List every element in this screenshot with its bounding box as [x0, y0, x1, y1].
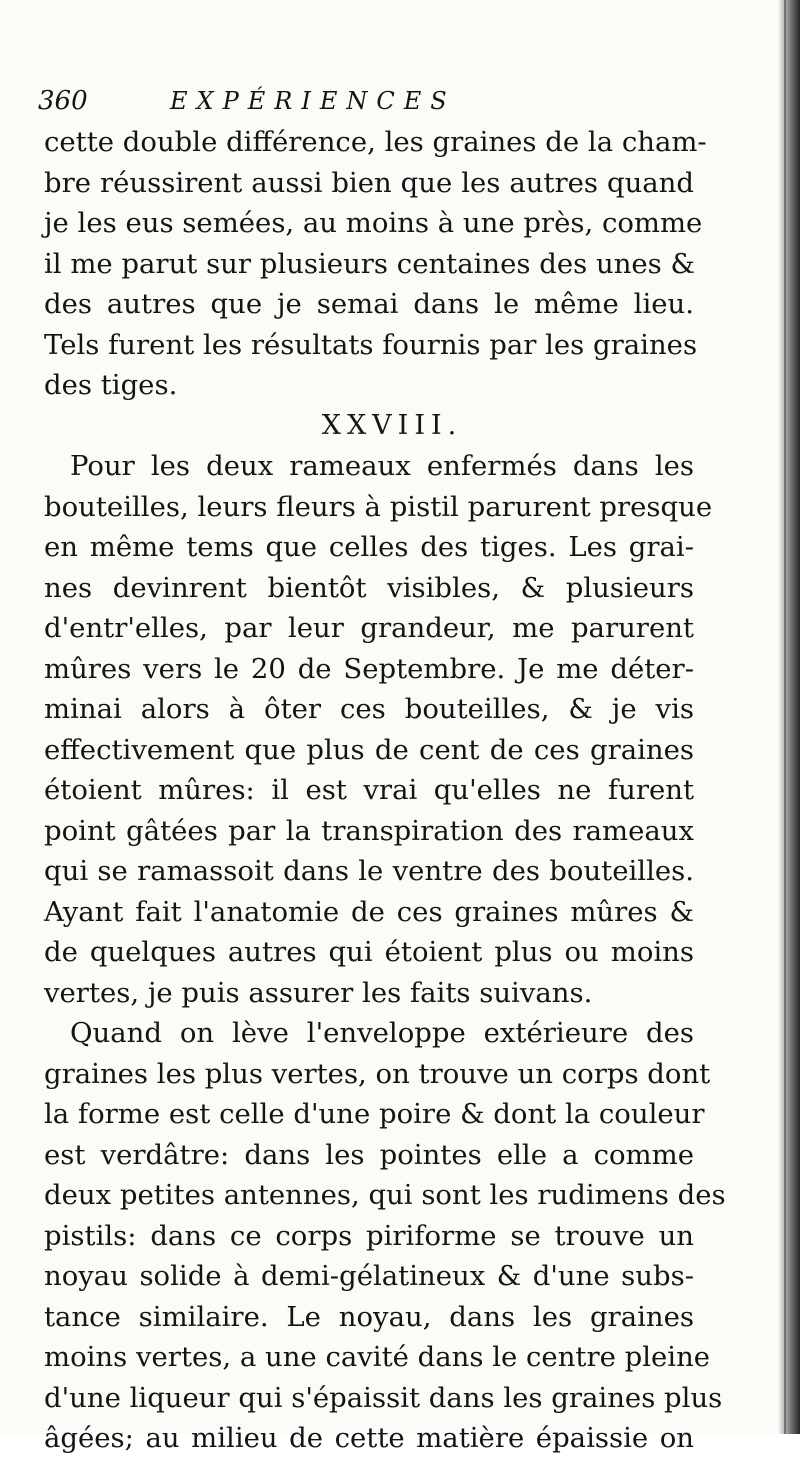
text-line: noyau solide à demi-gélatineux & d'une subs-: [44, 1260, 694, 1292]
text-line: Quand on lève l'enveloppe extérieure des: [70, 1017, 694, 1049]
text-line: graines les plus vertes, on trouve un corps dont: [44, 1057, 711, 1090]
text-line: nes devinrent bientôt visibles, & plusieurs: [44, 571, 694, 604]
text-line: pistils: dans ce corps piriforme se trouve un: [44, 1219, 694, 1252]
page-header: [38, 80, 694, 122]
text-line: il me parut sur plusieurs centaines des unes &: [44, 247, 696, 280]
text-line: Tels furent les résultats fournis par les graines: [44, 328, 698, 361]
text-line: mûres vers le 20 de Septembre. Je me déter-: [44, 652, 694, 685]
text-line: point gâtées par la transpiration des rameaux: [44, 814, 694, 847]
text-line: bre réussirent aussi bien que les autres quand: [44, 166, 694, 199]
text-line: je les eus semées, au moins à une près, comme: [44, 207, 703, 239]
text-line: âgées; au milieu de cette matière épaissie on: [44, 1422, 694, 1454]
text-line: deux petites antennes, qui sont les rudimens des: [44, 1179, 726, 1211]
paragraph-1: [44, 122, 707, 406]
page-number: 360: [38, 86, 88, 116]
text-line: étoient mûres: il est vrai qu'elles ne furent: [44, 774, 694, 806]
text-line: moins vertes, a une cavité dans le centre pleine: [44, 1341, 711, 1373]
text-line: vertes, je puis assurer les faits suivans.: [44, 976, 593, 1009]
text-line: bouteilles, leurs fleurs à pistil parurent presque: [44, 490, 713, 523]
running-head: EXPÉRIENCES: [170, 87, 456, 115]
text-line: d'entr'elles, par leur grandeur, me parurent: [44, 612, 694, 644]
text-line: Pour les deux rameaux enfermés dans les: [70, 450, 694, 482]
text-line: Ayant fait l'anatomie de ces graines mûres &: [44, 895, 694, 928]
text-line: des autres que je semai dans le même lieu.: [44, 288, 694, 320]
text-line: la forme est celle d'une poire & dont la couleur: [44, 1098, 705, 1130]
text-line: tance similaire. Le noyau, dans les graines: [44, 1300, 694, 1333]
section-heading: XXVIII.: [321, 409, 463, 441]
text-line: cette double différence, les graines de la cham-: [44, 126, 707, 158]
text-line: effectivement que plus de cent de ces graines: [44, 733, 694, 766]
text-line: d'une liqueur qui s'épaissit dans les graines plus: [44, 1381, 723, 1414]
text-line: minai alors à ôter ces bouteilles, & je vis: [44, 693, 694, 725]
paragraph-2: [44, 446, 713, 1013]
text-line: des tiges.: [44, 369, 178, 401]
text-line: est verdâtre: dans les pointes elle a comme: [44, 1138, 694, 1171]
paragraph-3: [44, 1013, 726, 1459]
page-text: [38, 80, 726, 1459]
binding-shadow: [778, 0, 800, 1434]
text-line: qui se ramassoit dans le ventre des bouteilles.: [44, 855, 694, 887]
text-line: en même tems que celles des tiges. Les grai-: [44, 531, 694, 563]
text-line: de quelques autres qui étoient plus ou moins: [44, 936, 694, 968]
